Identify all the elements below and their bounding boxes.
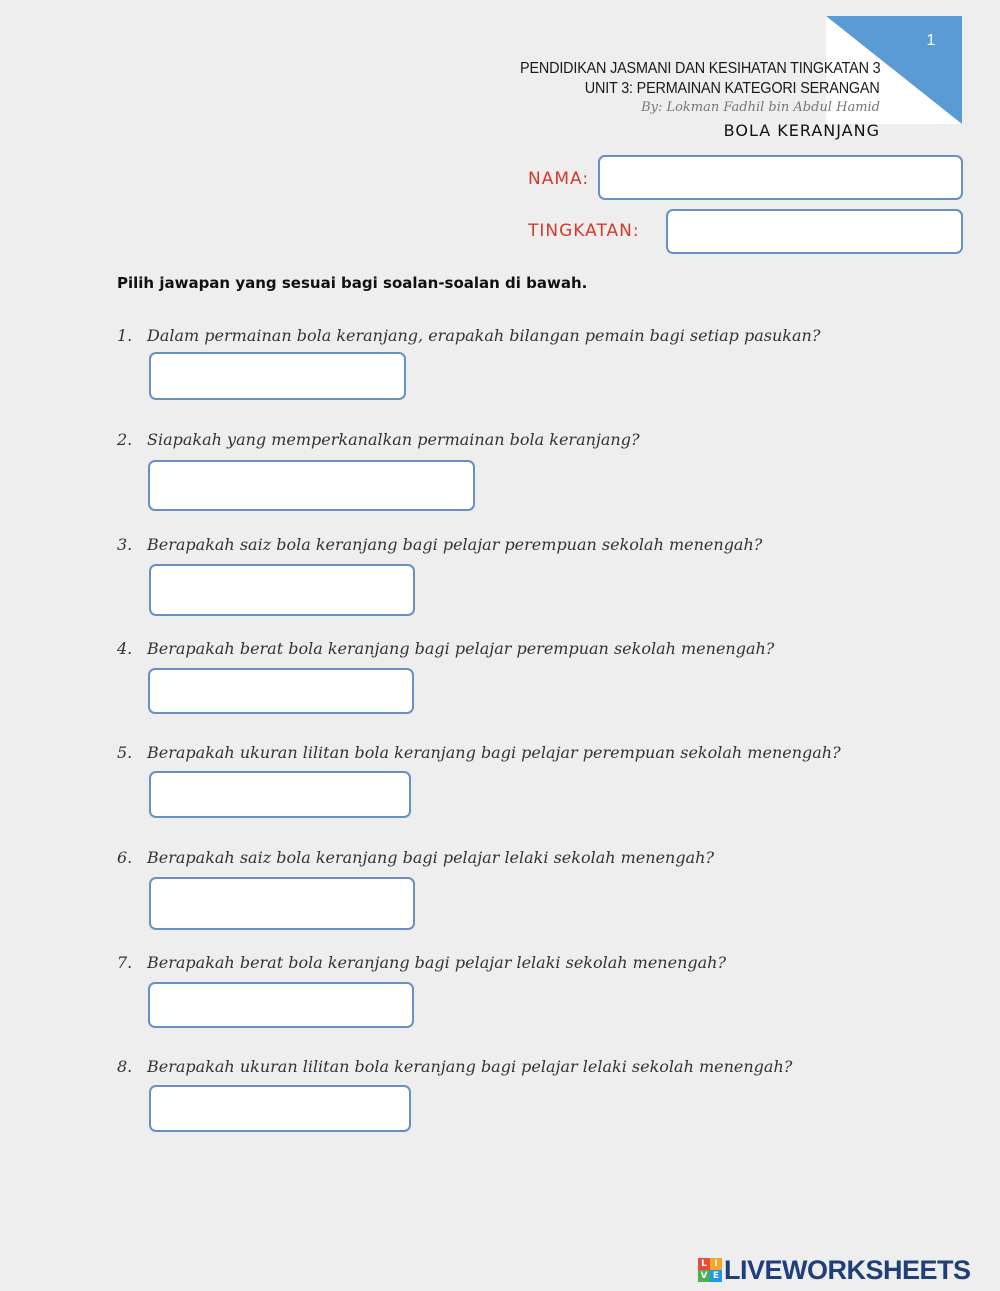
name-label: NAMA: — [528, 169, 590, 189]
answer-input-1[interactable] — [149, 352, 406, 400]
question-text: Berapakah berat bola keranjang bagi pelajar lelaki sekolah menengah? — [147, 953, 727, 972]
liveworksheets-brand[interactable] — [698, 1256, 971, 1284]
subject-title: PENDIDIKAN JASMANI DAN KESIHATAN TINGKATAN 3 — [519, 60, 880, 77]
answer-input-7[interactable] — [148, 982, 414, 1028]
question-6 — [117, 848, 714, 867]
answer-input-3[interactable] — [149, 564, 415, 616]
instruction-text: Pilih jawapan yang sesuai bagi soalan-soalan di bawah. — [117, 274, 588, 292]
liveworksheets-logo-icon — [698, 1258, 722, 1282]
answer-input-4[interactable] — [148, 668, 414, 714]
brand-name: LIVEWORKSHEETS — [724, 1254, 971, 1285]
answer-input-6[interactable] — [149, 877, 415, 930]
question-text: Berapakah berat bola keranjang bagi pelajar perempuan sekolah menengah? — [147, 639, 775, 658]
question-7 — [117, 953, 726, 972]
logo-letter: V — [698, 1270, 710, 1282]
question-text: Siapakah yang memperkanalkan permainan bola keranjang? — [147, 430, 640, 449]
question-number: 4. — [117, 639, 133, 658]
question-text: Berapakah saiz bola keranjang bagi pelajar lelaki sekolah menengah? — [147, 848, 715, 867]
logo-letter: E — [710, 1270, 722, 1282]
answer-input-8[interactable] — [149, 1085, 411, 1132]
logo-letter: L — [698, 1258, 710, 1270]
answer-input-5[interactable] — [149, 771, 411, 818]
question-text: Dalam permainan bola keranjang, erapakah bilangan pemain bagi setiap pasukan? — [147, 326, 821, 345]
level-input[interactable] — [666, 209, 963, 254]
question-1 — [117, 326, 820, 345]
question-text: Berapakah ukuran lilitan bola keranjang bagi pelajar perempuan sekolah menengah? — [147, 743, 841, 762]
question-text: Berapakah saiz bola keranjang bagi pelajar perempuan sekolah menengah? — [147, 535, 763, 554]
question-number: 3. — [117, 535, 133, 554]
question-5 — [117, 743, 841, 762]
unit-title: UNIT 3: PERMAINAN KATEGORI SERANGAN — [585, 80, 880, 97]
question-number: 1. — [117, 326, 133, 345]
question-number: 5. — [117, 743, 133, 762]
name-input[interactable] — [598, 155, 963, 200]
page-number: 1 — [926, 32, 936, 49]
question-3 — [117, 535, 762, 554]
answer-input-2[interactable] — [148, 460, 475, 511]
question-2 — [117, 430, 640, 449]
question-text: Berapakah ukuran lilitan bola keranjang bagi pelajar lelaki sekolah menengah? — [147, 1057, 793, 1076]
question-number: 8. — [117, 1057, 133, 1076]
logo-letter: I — [710, 1258, 722, 1270]
topic-title: BOLA KERANJANG — [723, 121, 880, 140]
question-8 — [117, 1057, 792, 1076]
question-4 — [117, 639, 774, 658]
question-number: 6. — [117, 848, 133, 867]
question-number: 7. — [117, 953, 133, 972]
question-number: 2. — [117, 430, 133, 449]
level-label: TINGKATAN: — [528, 221, 640, 241]
author-credit: By: Lokman Fadhil bin Abdul Hamid — [641, 100, 880, 115]
